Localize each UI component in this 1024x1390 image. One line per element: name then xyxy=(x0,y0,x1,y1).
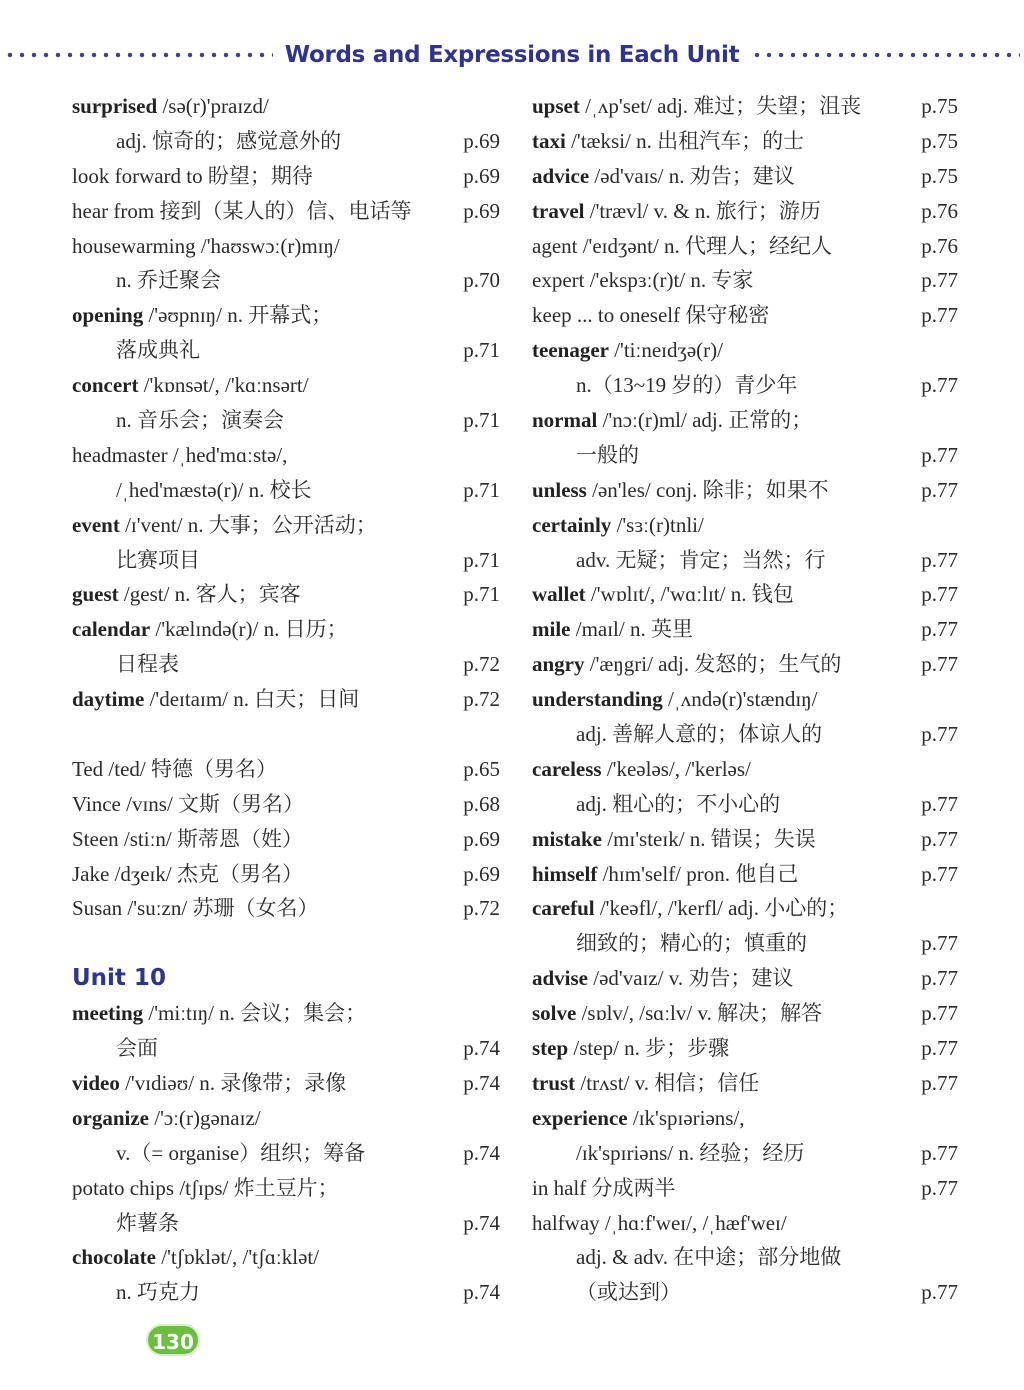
vocab-text xyxy=(532,857,912,892)
page-ref: p.77 xyxy=(921,1280,958,1305)
headword: advise xyxy=(532,966,589,991)
page-ref: p.77 xyxy=(921,1140,958,1165)
headword: opening xyxy=(72,303,144,328)
headword: organize xyxy=(72,1105,149,1130)
headword: taxi xyxy=(532,128,566,153)
definition: /ɪ'vent/ n. 大事；公开活动； xyxy=(119,512,377,537)
page-ref: p.69 xyxy=(463,128,500,153)
vocab-line xyxy=(72,124,500,159)
definition: in half 分成两半 xyxy=(532,1175,676,1200)
page-ref: p.71 xyxy=(463,477,500,502)
right-column xyxy=(532,89,958,1310)
definition: keep ... to oneself 保守秘密 xyxy=(532,303,770,328)
vocab-text xyxy=(72,1171,454,1206)
headword: travel xyxy=(532,198,585,223)
definition: （或达到） xyxy=(576,1280,681,1305)
definition: /sɒlv/, /sɑːlv/ v. 解决；解答 xyxy=(576,1001,823,1026)
vocab-line xyxy=(532,1031,958,1066)
definition: /maɪl/ n. 英里 xyxy=(570,617,693,642)
definition: 一般的 xyxy=(576,442,639,467)
page-ref: p.77 xyxy=(921,861,958,886)
vocab-text xyxy=(72,298,454,333)
vocab-text xyxy=(72,612,454,647)
headword: advice xyxy=(532,163,590,188)
headword: guest xyxy=(72,582,119,607)
page-ref: p.77 xyxy=(921,791,958,816)
vocab-line xyxy=(72,508,500,543)
vocab-text xyxy=(532,403,912,438)
page-ref: p.68 xyxy=(463,791,500,816)
definition: 细致的；精心的；慎重的 xyxy=(576,931,807,956)
vocab-line xyxy=(532,194,958,229)
header-dots-left xyxy=(4,52,273,58)
vocab-line xyxy=(72,473,500,508)
definition: /'kɒnsət/, /'kɑːnsərt/ xyxy=(138,373,309,398)
page-ref: p.77 xyxy=(921,547,958,572)
page-ref: p.77 xyxy=(921,1175,958,1200)
vocab-line xyxy=(532,1136,958,1171)
definition: /hɪm'self/ pron. 他自己 xyxy=(597,861,799,886)
vocab-line xyxy=(532,473,958,508)
vocab-text xyxy=(532,1206,912,1241)
vocab-line xyxy=(532,822,958,857)
vocab-line xyxy=(532,298,958,333)
vocab-text xyxy=(532,717,912,752)
page-ref: p.77 xyxy=(921,477,958,502)
vocab-text xyxy=(72,473,454,508)
definition: /'keələs/, /'kerləs/ xyxy=(601,756,751,781)
definition: v.（= organise）组织；筹备 xyxy=(116,1140,366,1165)
vocab-text xyxy=(72,194,454,229)
definition: 日程表 xyxy=(116,652,179,677)
vocab-line xyxy=(72,438,500,473)
page-ref: p.72 xyxy=(463,896,500,921)
headword: step xyxy=(532,1036,569,1061)
vocab-line xyxy=(532,647,958,682)
definition: 会面 xyxy=(116,1036,158,1061)
headword: upset xyxy=(532,94,580,118)
page-ref: p.77 xyxy=(921,931,958,956)
headword: event xyxy=(72,512,120,537)
page-ref: p.77 xyxy=(921,722,958,747)
definition: hear from 接到（某人的）信、电话等 xyxy=(72,198,412,223)
page-ref: p.69 xyxy=(463,861,500,886)
vocab-line xyxy=(532,1066,958,1101)
definition: 比赛项目 xyxy=(116,547,200,572)
definition: potato chips /tʃɪps/ 炸土豆片； xyxy=(72,1175,339,1200)
definition: /'wɒlɪt/, /'wɑːlɪt/ n. 钱包 xyxy=(585,582,794,607)
vocab-text xyxy=(532,682,912,717)
headword: careful xyxy=(532,896,595,921)
vocab-line xyxy=(532,1171,958,1206)
headword: experience xyxy=(532,1105,628,1130)
definition: Vince /vɪns/ 文斯（男名） xyxy=(72,791,305,816)
vocab-text xyxy=(532,822,912,857)
vocab-text xyxy=(72,333,454,368)
definition: adj. 善解人意的；体谅人的 xyxy=(576,722,823,747)
headword: solve xyxy=(532,1001,577,1026)
definition: /sə(r)'praɪzd/ xyxy=(157,94,269,118)
vocab-line xyxy=(72,1136,500,1171)
page-ref: p.77 xyxy=(921,617,958,642)
vocab-line xyxy=(532,961,958,996)
vocab-text xyxy=(72,647,454,682)
vocab-line xyxy=(532,333,958,368)
headword: understanding xyxy=(532,687,663,712)
vocab-line xyxy=(532,1275,958,1310)
vocab-text xyxy=(532,926,912,961)
definition: adj. 惊奇的；感觉意外的 xyxy=(116,128,342,153)
definition: /ɪk'spɪəriəns/, xyxy=(627,1105,745,1130)
vocab-text xyxy=(532,996,912,1031)
vocab-text xyxy=(72,1136,454,1171)
definition: /'ɔː(r)gənaɪz/ xyxy=(148,1105,261,1130)
definition: /gest/ n. 客人；宾客 xyxy=(118,582,301,607)
page-ref: p.72 xyxy=(463,652,500,677)
vocab-text xyxy=(72,368,454,403)
vocab-line xyxy=(72,194,500,229)
vocab-line xyxy=(72,1275,500,1310)
page-ref: p.77 xyxy=(921,1070,958,1095)
vocab-line xyxy=(72,822,500,857)
vocab-line xyxy=(72,229,500,264)
definition: /'sɜː(r)tnli/ xyxy=(611,512,704,537)
vocab-text xyxy=(532,612,912,647)
vocab-line xyxy=(72,996,500,1031)
vocab-line xyxy=(72,752,500,787)
definition: /trʌst/ v. 相信；信任 xyxy=(575,1070,760,1095)
definition: /step/ n. 步；步骤 xyxy=(568,1036,730,1061)
vocab-line xyxy=(532,577,958,612)
page-ref: p.77 xyxy=(921,582,958,607)
headword: mistake xyxy=(532,826,602,851)
vocab-line xyxy=(72,403,500,438)
page-ref: p.74 xyxy=(463,1036,500,1061)
vocab-text xyxy=(72,403,454,438)
vocab-line xyxy=(72,647,500,682)
vocab-text xyxy=(72,1275,454,1310)
page-ref: p.77 xyxy=(921,652,958,677)
definition: headmaster /ˌhed'mɑːstə/, xyxy=(72,442,288,467)
vocab-text xyxy=(532,508,912,543)
vocab-text xyxy=(72,961,454,996)
headword: chocolate xyxy=(72,1245,156,1270)
vocab-text xyxy=(532,891,912,926)
vocab-text xyxy=(532,961,912,996)
page-ref: p.72 xyxy=(463,687,500,712)
vocab-line xyxy=(532,438,958,473)
page-ref: p.71 xyxy=(463,547,500,572)
vocab-text xyxy=(72,438,454,473)
vocab-text xyxy=(72,508,454,543)
definition: /'trævl/ v. & n. 旅行；游历 xyxy=(584,198,821,223)
page-ref: p.77 xyxy=(921,1001,958,1026)
vocab-text xyxy=(532,1171,912,1206)
headword: daytime xyxy=(72,687,145,712)
vocab-text xyxy=(72,89,454,124)
vocab-line xyxy=(532,403,958,438)
page-ref: p.77 xyxy=(921,373,958,398)
vocab-line xyxy=(72,857,500,892)
headword: mile xyxy=(532,617,571,642)
headword: concert xyxy=(72,373,139,398)
headword: video xyxy=(72,1070,120,1095)
definition: look forward to 盼望；期待 xyxy=(72,163,313,188)
vocab-line xyxy=(532,717,958,752)
headword: surprised xyxy=(72,94,158,118)
definition: adv. 无疑；肯定；当然；行 xyxy=(576,547,826,572)
vocab-text xyxy=(532,333,912,368)
definition: /'tʃɒklət/, /'tʃɑːklət/ xyxy=(155,1245,320,1270)
definition: /'vɪdiəʊ/ n. 录像带；录像 xyxy=(119,1070,347,1095)
vocab-line xyxy=(72,1206,500,1241)
headword: certainly xyxy=(532,512,612,537)
definition: /'tiːneɪdʒə(r)/ xyxy=(608,338,723,363)
vocab-line xyxy=(532,508,958,543)
definition: agent /'eɪdʒənt/ n. 代理人；经纪人 xyxy=(532,233,833,258)
vocab-text xyxy=(532,1240,912,1275)
vocab-line xyxy=(72,1101,500,1136)
vocab-text xyxy=(532,124,912,159)
vocab-text xyxy=(532,1275,912,1310)
vocab-line xyxy=(532,926,958,961)
headword: normal xyxy=(532,408,598,433)
vocab-text xyxy=(72,822,454,857)
vocab-text xyxy=(72,1206,454,1241)
definition: /'miːtɪŋ/ n. 会议；集会； xyxy=(143,1001,367,1026)
page-ref: p.74 xyxy=(463,1280,500,1305)
definition: 炸薯条 xyxy=(116,1210,179,1235)
page-ref: p.77 xyxy=(921,826,958,851)
vocab-text xyxy=(532,229,912,264)
definition: n. 音乐会；演奏会 xyxy=(116,408,284,433)
header-dots-right xyxy=(751,52,1020,58)
vocab-text xyxy=(72,263,454,298)
definition: /əd'vaɪs/ n. 劝告；建议 xyxy=(589,163,795,188)
vocab-line xyxy=(532,612,958,647)
section-header xyxy=(0,38,1024,72)
vocab-line xyxy=(532,263,958,298)
headword: wallet xyxy=(532,582,586,607)
vocab-line xyxy=(532,1240,958,1275)
header-title: Words and Expressions in Each Unit xyxy=(284,42,740,68)
page-ref: p.71 xyxy=(463,338,500,363)
page-ref: p.69 xyxy=(463,198,500,223)
vocab-line xyxy=(72,926,500,961)
definition: /'æŋgri/ adj. 发怒的；生气的 xyxy=(584,652,842,677)
vocab-line xyxy=(72,612,500,647)
definition: /ɪk'spɪriəns/ n. 经验；经历 xyxy=(576,1140,805,1165)
headword: calendar xyxy=(72,617,151,642)
vocab-text xyxy=(532,368,912,403)
vocab-text xyxy=(72,682,454,717)
vocab-line xyxy=(72,717,500,752)
vocab-line xyxy=(72,1240,500,1275)
vocab-text xyxy=(72,159,454,194)
vocab-text xyxy=(72,752,454,787)
page-ref: p.69 xyxy=(463,163,500,188)
headword: angry xyxy=(532,652,585,677)
vocab-text xyxy=(532,159,912,194)
vocab-line xyxy=(532,124,958,159)
vocab-line xyxy=(532,1101,958,1136)
vocab-text xyxy=(532,577,912,612)
definition: /'keəfl/, /'kerfl/ adj. 小心的； xyxy=(594,896,849,921)
definition: Susan /'suːzn/ 苏珊（女名） xyxy=(72,896,319,921)
page-number-badge: 130 xyxy=(146,1324,200,1356)
vocab-text xyxy=(532,194,912,229)
definition: /mɪ'steɪk/ n. 错误；失误 xyxy=(602,826,816,851)
page-ref: p.76 xyxy=(921,233,958,258)
vocab-line xyxy=(72,298,500,333)
definition: /ˌʌndə(r)'stændɪŋ/ xyxy=(662,687,818,712)
vocab-line xyxy=(72,891,500,926)
page-ref: p.75 xyxy=(921,94,958,118)
page-ref: p.74 xyxy=(463,1140,500,1165)
definition: /ˌʌp'set/ adj. 难过；失望；沮丧 xyxy=(579,94,862,118)
page-ref: p.75 xyxy=(921,128,958,153)
headword: teenager xyxy=(532,338,609,363)
definition: n.（13~19 岁的）青少年 xyxy=(576,373,798,398)
headword: careless xyxy=(532,756,602,781)
page-ref: p.77 xyxy=(921,966,958,991)
vocab-text xyxy=(72,1101,454,1136)
page-ref: p.74 xyxy=(463,1210,500,1235)
vocab-line xyxy=(532,857,958,892)
headword: trust xyxy=(532,1070,576,1095)
headword: unless xyxy=(532,477,587,502)
vocab-line xyxy=(72,368,500,403)
definition: Ted /ted/ 特德（男名） xyxy=(72,756,278,781)
vocab-line xyxy=(532,996,958,1031)
vocab-line xyxy=(532,368,958,403)
page-ref: p.77 xyxy=(921,303,958,328)
vocab-text xyxy=(532,298,912,333)
definition: expert /'ekspɜː(r)t/ n. 专家 xyxy=(532,268,754,293)
vocab-text xyxy=(532,89,912,124)
definition: 落成典礼 xyxy=(116,338,200,363)
vocab-line xyxy=(532,89,958,124)
vocab-text xyxy=(72,229,454,264)
vocab-line xyxy=(532,159,958,194)
definition: Jake /dʒeɪk/ 杰克（男名） xyxy=(72,861,303,886)
vocab-text xyxy=(532,1031,912,1066)
vocab-text xyxy=(532,647,912,682)
definition: /'əʊpnɪŋ/ n. 开幕式； xyxy=(143,303,333,328)
vocab-text xyxy=(72,1031,454,1066)
vocab-text xyxy=(72,891,454,926)
definition: Steen /stiːn/ 斯蒂恩（姓） xyxy=(72,826,303,851)
definition: /'tæksi/ n. 出租汽车；的士 xyxy=(565,128,805,153)
page-ref: p.69 xyxy=(463,826,500,851)
left-column xyxy=(72,89,500,1310)
vocab-line xyxy=(72,682,500,717)
vocab-line xyxy=(72,1031,500,1066)
definition: /əd'vaɪz/ v. 劝告；建议 xyxy=(588,966,794,991)
vocab-text xyxy=(72,543,454,578)
headword: meeting xyxy=(72,1001,144,1026)
vocab-text xyxy=(72,857,454,892)
definition: /'kælɪndə(r)/ n. 日历； xyxy=(150,617,348,642)
definition: /'deɪtaɪm/ n. 白天；日间 xyxy=(144,687,360,712)
definition: adj. 粗心的；不小心的 xyxy=(576,791,781,816)
definition: /ˌhed'mæstə(r)/ n. 校长 xyxy=(116,477,312,502)
page-ref: p.70 xyxy=(463,268,500,293)
vocab-text xyxy=(532,1101,912,1136)
vocab-line xyxy=(72,543,500,578)
vocab-line xyxy=(72,577,500,612)
page-ref: p.77 xyxy=(921,1036,958,1061)
vocab-text xyxy=(72,577,454,612)
page-ref: p.65 xyxy=(463,756,500,781)
vocab-line xyxy=(72,1066,500,1101)
vocab-line xyxy=(532,752,958,787)
vocab-text xyxy=(72,996,454,1031)
vocab-text xyxy=(532,473,912,508)
vocab-text xyxy=(532,438,912,473)
vocab-line xyxy=(72,787,500,822)
headword: himself xyxy=(532,861,598,886)
vocab-text xyxy=(72,787,454,822)
definition: /ən'les/ conj. 除非；如果不 xyxy=(586,477,829,502)
vocab-text xyxy=(532,752,912,787)
page-ref: p.74 xyxy=(463,1070,500,1095)
vocab-line xyxy=(72,89,500,124)
vocab-line xyxy=(532,1206,958,1241)
page-ref: p.71 xyxy=(463,408,500,433)
definition: /'nɔː(r)ml/ adj. 正常的； xyxy=(597,408,813,433)
vocab-line xyxy=(532,682,958,717)
vocab-line xyxy=(72,1171,500,1206)
definition: n. 乔迁聚会 xyxy=(116,268,221,293)
page-ref: p.77 xyxy=(921,442,958,467)
vocab-line xyxy=(72,263,500,298)
vocab-line xyxy=(532,543,958,578)
definition: halfway /ˌhɑːf'weɪ/, /ˌhæf'weɪ/ xyxy=(532,1210,787,1235)
page-ref: p.75 xyxy=(921,163,958,188)
page-ref: p.71 xyxy=(463,582,500,607)
definition: Unit 10 xyxy=(72,965,166,992)
vocab-text xyxy=(532,1066,912,1101)
definition: adj. & adv. 在中途；部分地做 xyxy=(576,1245,842,1270)
page-ref: p.77 xyxy=(921,268,958,293)
vocab-text xyxy=(532,263,912,298)
vocab-line xyxy=(532,891,958,926)
vocab-text xyxy=(532,543,912,578)
vocab-text xyxy=(72,124,454,159)
vocab-text xyxy=(532,787,912,822)
definition: n. 巧克力 xyxy=(116,1280,200,1305)
unit-heading xyxy=(72,961,500,996)
vocab-text xyxy=(72,1066,454,1101)
vocab-text xyxy=(72,1240,454,1275)
definition: housewarming /'haʊswɔː(r)mɪŋ/ xyxy=(72,233,340,258)
vocab-line xyxy=(532,229,958,264)
vocab-line xyxy=(72,159,500,194)
vocab-text xyxy=(532,1136,912,1171)
vocab-line xyxy=(532,787,958,822)
vocab-line xyxy=(72,333,500,368)
page-ref: p.76 xyxy=(921,198,958,223)
